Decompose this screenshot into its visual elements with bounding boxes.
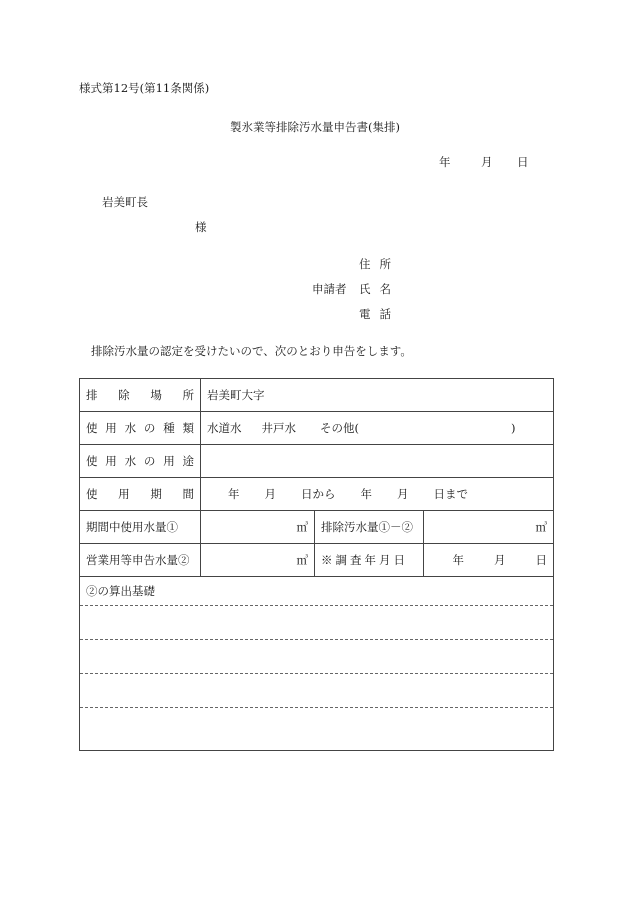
sewage-volume-label: 排除汚水量①－② xyxy=(315,511,424,544)
option-tap-water[interactable]: 水道水 xyxy=(207,421,242,435)
survey-date-field[interactable] xyxy=(424,544,554,577)
period-end-year: 年 xyxy=(360,487,372,501)
form-number: 様式第12号(第11条関係) xyxy=(79,81,210,95)
survey-month: 月 xyxy=(494,553,506,567)
period-start-year: 年 xyxy=(228,487,240,501)
table-row xyxy=(80,577,554,751)
table-row xyxy=(80,445,554,478)
submission-date xyxy=(439,154,529,170)
option-other-close: ) xyxy=(511,421,516,435)
location-field[interactable]: 岩美町大字 xyxy=(201,379,554,412)
unit-cubic-meter: ㎥ xyxy=(535,520,547,534)
date-month: 月 xyxy=(481,155,493,169)
honorific: 様 xyxy=(195,220,207,234)
dashed-line xyxy=(80,707,553,750)
period-end-day: 日まで xyxy=(433,487,468,501)
calculation-basis-field[interactable] xyxy=(80,577,554,751)
applicant-phone-label: 電話 xyxy=(359,307,400,321)
applicant-name-label: 氏名 xyxy=(359,282,400,296)
water-use-field[interactable] xyxy=(201,445,554,478)
sewage-volume-field[interactable] xyxy=(424,511,554,544)
intro-text: 排除汚水量の認定を受けたいので、次のとおり申告をします。 xyxy=(91,344,412,358)
business-volume-field[interactable] xyxy=(201,544,315,577)
date-year: 年 xyxy=(439,155,451,169)
addressee: 岩美町長 xyxy=(102,195,148,209)
option-well-water[interactable]: 井戸水 xyxy=(261,421,296,435)
table-row xyxy=(80,544,554,577)
period-label: 使用期間 xyxy=(80,478,201,511)
water-type-field[interactable] xyxy=(201,412,554,445)
location-label: 排除場所 xyxy=(80,379,201,412)
declaration-table xyxy=(79,378,554,751)
table-row xyxy=(80,511,554,544)
form-title: 製氷業等排除汚水量申告書(集排) xyxy=(230,120,400,134)
unit-cubic-meter: ㎥ xyxy=(296,520,308,534)
date-day: 日 xyxy=(517,155,529,169)
usage-volume-field[interactable] xyxy=(201,511,315,544)
applicant-label: 申請者 xyxy=(312,282,347,296)
survey-day: 日 xyxy=(535,553,547,567)
applicant-address-label: 住所 xyxy=(359,257,400,271)
period-start-month: 月 xyxy=(264,487,276,501)
dashed-line xyxy=(80,673,553,707)
table-row xyxy=(80,379,554,412)
table-row xyxy=(80,478,554,511)
water-type-label: 使用水の種類 xyxy=(80,412,201,445)
period-start-day: 日から xyxy=(301,487,336,501)
option-other[interactable]: その他( xyxy=(320,421,359,435)
survey-date-label: ※調査年月日 xyxy=(315,544,424,577)
survey-year: 年 xyxy=(452,553,464,567)
period-field[interactable] xyxy=(201,478,554,511)
table-row xyxy=(80,412,554,445)
dashed-line xyxy=(80,639,553,673)
dashed-line xyxy=(80,605,553,639)
business-volume-label: 営業用等申告水量② xyxy=(80,544,201,577)
water-use-label: 使用水の用途 xyxy=(80,445,201,478)
period-end-month: 月 xyxy=(397,487,409,501)
unit-cubic-meter: ㎥ xyxy=(296,553,308,567)
usage-volume-label: 期間中使用水量① xyxy=(80,511,201,544)
calculation-basis-label: ②の算出基礎 xyxy=(86,584,155,598)
